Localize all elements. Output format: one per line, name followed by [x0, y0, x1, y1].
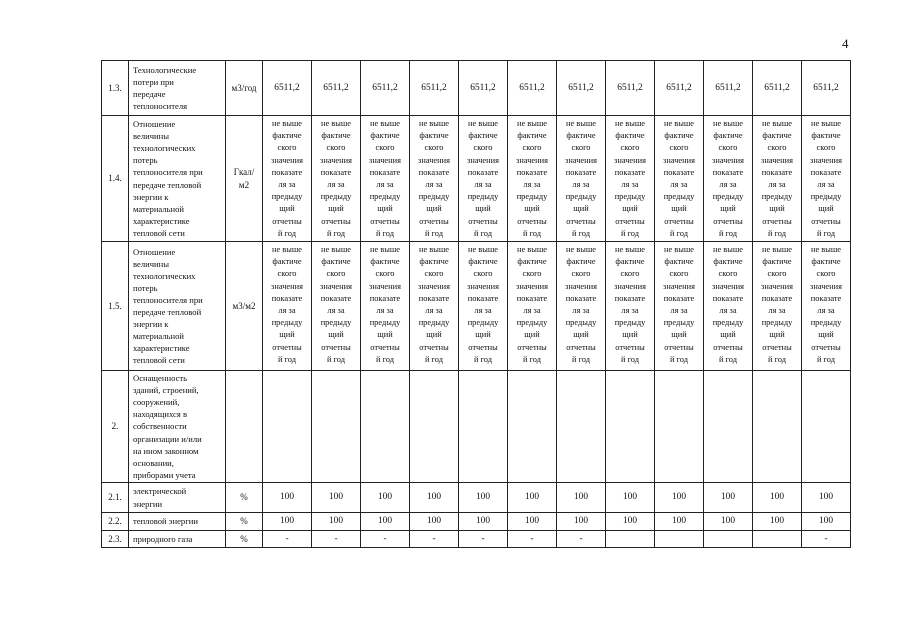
value-cell	[753, 531, 802, 548]
value-cell: 100	[312, 513, 361, 531]
value-cell: 6511,2	[606, 61, 655, 116]
row-number: 2.1.	[102, 483, 129, 513]
value-cell	[606, 531, 655, 548]
value-cell: не выше фактиче ского значения показате ля за предыду щий отчетны й год	[557, 242, 606, 371]
value-cell: 100	[361, 513, 410, 531]
page-number: 4	[842, 36, 849, 51]
row-unit: Гкал/ м2	[226, 116, 263, 242]
value-cell: -	[802, 531, 851, 548]
value-cell: -	[410, 531, 459, 548]
value-cell: 100	[606, 513, 655, 531]
value-cell: 100	[263, 483, 312, 513]
value-cell: не выше фактиче ского значения показате ля за предыду щий отчетны й год	[410, 242, 459, 371]
value-cell: 6511,2	[802, 61, 851, 116]
indicators-table	[101, 60, 851, 548]
value-cell: 100	[508, 483, 557, 513]
row-name: Технологические потери при передаче теплоносителя	[129, 61, 226, 116]
empty-cell	[802, 371, 851, 483]
empty-cell	[508, 371, 557, 483]
value-cell: 100	[802, 483, 851, 513]
row-unit: %	[226, 531, 263, 548]
row-unit: м3/год	[226, 61, 263, 116]
empty-cell	[459, 371, 508, 483]
table-row	[102, 531, 851, 548]
value-cell: 100	[753, 513, 802, 531]
value-cell: 100	[312, 483, 361, 513]
empty-cell	[704, 371, 753, 483]
value-cell: не выше фактиче ского значения показате ля за предыду щий отчетны й год	[606, 116, 655, 242]
value-cell: не выше фактиче ского значения показате ля за предыду щий отчетны й год	[459, 242, 508, 371]
value-cell: не выше фактиче ского значения показате ля за предыду щий отчетны й год	[361, 242, 410, 371]
value-cell: не выше фактиче ского значения показате ля за предыду щий отчетны й год	[263, 242, 312, 371]
value-cell: 6511,2	[557, 61, 606, 116]
empty-cell	[312, 371, 361, 483]
table-row	[102, 513, 851, 531]
table-row	[102, 61, 851, 116]
value-cell: 100	[704, 483, 753, 513]
value-cell: 100	[557, 513, 606, 531]
value-cell: не выше фактиче ского значения показате ля за предыду щий отчетны й год	[508, 242, 557, 371]
value-cell: 6511,2	[263, 61, 312, 116]
value-cell: 100	[557, 483, 606, 513]
value-cell: не выше фактиче ского значения показате ля за предыду щий отчетны й год	[655, 242, 704, 371]
value-cell: не выше фактиче ского значения показате ля за предыду щий отчетны й год	[361, 116, 410, 242]
value-cell: не выше фактиче ского значения показате ля за предыду щий отчетны й год	[655, 116, 704, 242]
value-cell: не выше фактиче ского значения показате ля за предыду щий отчетны й год	[753, 242, 802, 371]
value-cell: 6511,2	[704, 61, 753, 116]
value-cell: -	[557, 531, 606, 548]
value-cell: не выше фактиче ского значения показате ля за предыду щий отчетны й год	[802, 242, 851, 371]
value-cell: -	[312, 531, 361, 548]
row-name: Отношение величины технологических потерь теплоносителя при передаче тепловой энергии к материальной характеристике тепловой сети	[129, 116, 226, 242]
row-number: 2.	[102, 371, 129, 483]
value-cell: -	[263, 531, 312, 548]
value-cell: 100	[606, 483, 655, 513]
value-cell: 100	[410, 513, 459, 531]
value-cell: -	[459, 531, 508, 548]
empty-cell	[263, 371, 312, 483]
value-cell: 100	[361, 483, 410, 513]
value-cell: 6511,2	[361, 61, 410, 116]
value-cell: 100	[753, 483, 802, 513]
row-number: 2.3.	[102, 531, 129, 548]
value-cell: не выше фактиче ского значения показате ля за предыду щий отчетны й год	[410, 116, 459, 242]
value-cell: 6511,2	[312, 61, 361, 116]
value-cell: 100	[459, 513, 508, 531]
value-cell: 6511,2	[753, 61, 802, 116]
row-unit: %	[226, 483, 263, 513]
row-name: природного газа	[129, 531, 226, 548]
value-cell: 100	[410, 483, 459, 513]
value-cell: 100	[508, 513, 557, 531]
table-row	[102, 371, 851, 483]
empty-cell	[361, 371, 410, 483]
value-cell: -	[361, 531, 410, 548]
value-cell: не выше фактиче ского значения показате ля за предыду щий отчетны й год	[312, 116, 361, 242]
value-cell: не выше фактиче ского значения показате ля за предыду щий отчетны й год	[802, 116, 851, 242]
value-cell: не выше фактиче ского значения показате ля за предыду щий отчетны й год	[508, 116, 557, 242]
value-cell: не выше фактиче ского значения показате ля за предыду щий отчетны й год	[704, 242, 753, 371]
value-cell: не выше фактиче ского значения показате ля за предыду щий отчетны й год	[263, 116, 312, 242]
row-unit: %	[226, 513, 263, 531]
empty-cell	[655, 371, 704, 483]
empty-cell	[557, 371, 606, 483]
value-cell: 100	[655, 513, 704, 531]
empty-cell	[753, 371, 802, 483]
row-name: тепловой энергии	[129, 513, 226, 531]
empty-cell	[410, 371, 459, 483]
value-cell	[655, 531, 704, 548]
row-unit	[226, 371, 263, 483]
value-cell: не выше фактиче ского значения показате ля за предыду щий отчетны й год	[704, 116, 753, 242]
value-cell: не выше фактиче ского значения показате ля за предыду щий отчетны й год	[312, 242, 361, 371]
value-cell: 100	[263, 513, 312, 531]
row-name: Оснащенность зданий, строений, сооружений, находящихся в собственности организации и/или на ином законном основании, приборами учета	[129, 371, 226, 483]
row-number: 1.3.	[102, 61, 129, 116]
row-unit: м3/м2	[226, 242, 263, 371]
value-cell: 6511,2	[459, 61, 508, 116]
value-cell: не выше фактиче ского значения показате ля за предыду щий отчетны й год	[606, 242, 655, 371]
value-cell: 100	[459, 483, 508, 513]
value-cell: 6511,2	[655, 61, 704, 116]
table-row	[102, 483, 851, 513]
value-cell: 100	[655, 483, 704, 513]
value-cell: не выше фактиче ского значения показате ля за предыду щий отчетны й год	[459, 116, 508, 242]
value-cell: 100	[704, 513, 753, 531]
table-row	[102, 116, 851, 242]
row-number: 1.4.	[102, 116, 129, 242]
row-number: 2.2.	[102, 513, 129, 531]
value-cell: не выше фактиче ского значения показате ля за предыду щий отчетны й год	[557, 116, 606, 242]
row-name: Отношение величины технологических потерь теплоносителя при передаче тепловой энергии к материальной характеристике тепловой сети	[129, 242, 226, 371]
value-cell: -	[508, 531, 557, 548]
row-number: 1.5.	[102, 242, 129, 371]
value-cell	[704, 531, 753, 548]
value-cell: не выше фактиче ского значения показате ля за предыду щий отчетны й год	[753, 116, 802, 242]
row-name: электрической энергии	[129, 483, 226, 513]
empty-cell	[606, 371, 655, 483]
value-cell: 100	[802, 513, 851, 531]
value-cell: 6511,2	[508, 61, 557, 116]
table-row	[102, 242, 851, 371]
value-cell: 6511,2	[410, 61, 459, 116]
